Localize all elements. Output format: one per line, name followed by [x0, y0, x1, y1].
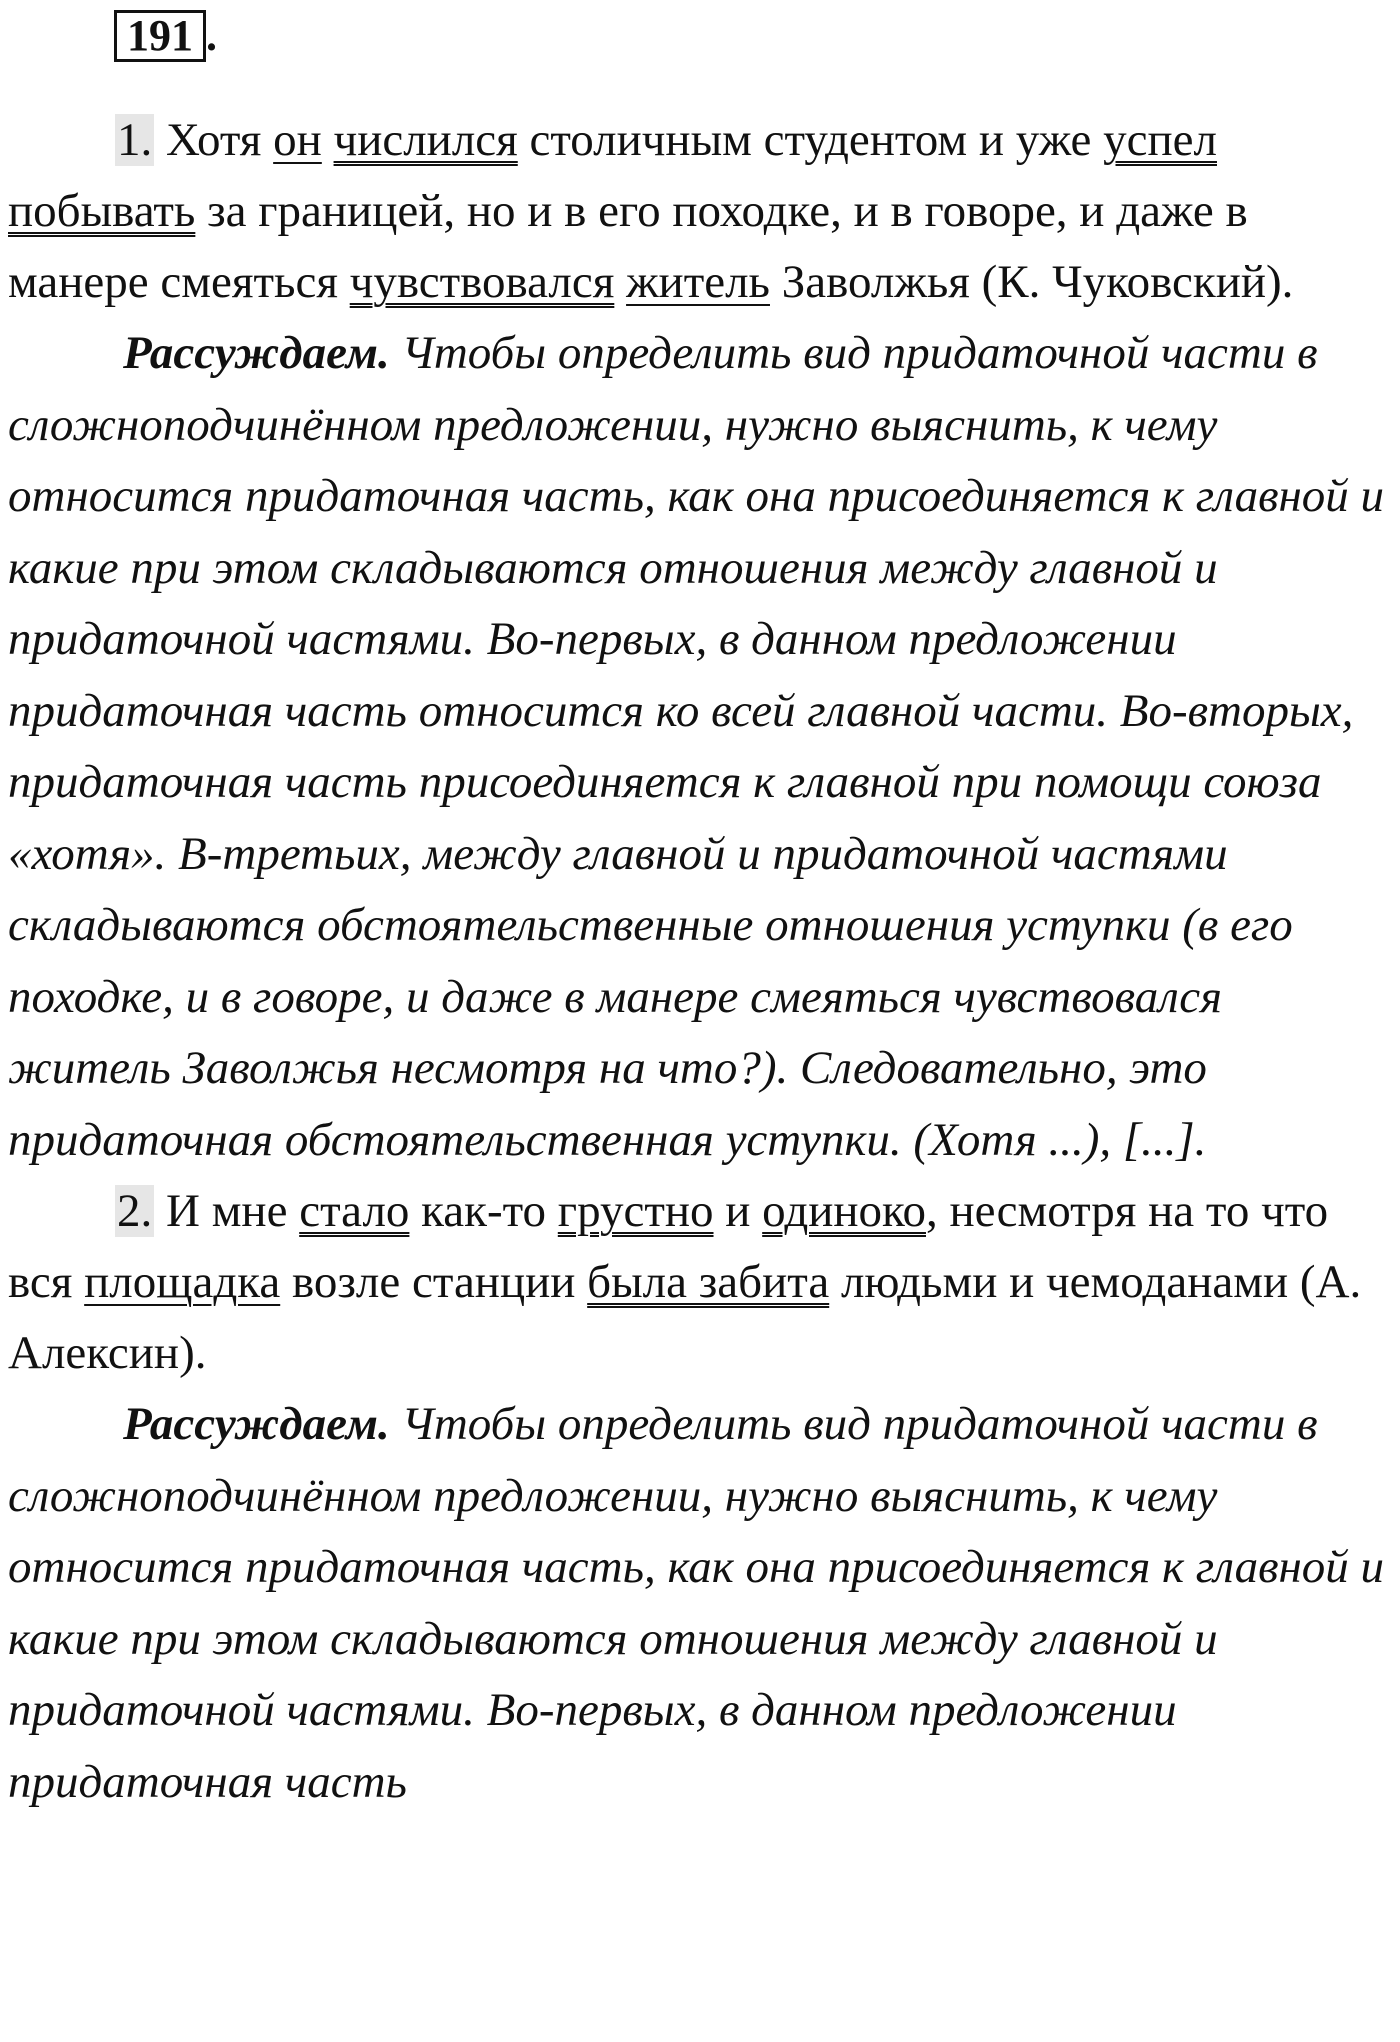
- sentence-1: 1. Хотя он числился столичным студентом и уже успел побывать за границей, но и в его походке, и в говоре, и даже в манере смеяться чувствовался житель Заволжья (К. Чуковский).: [8, 114, 1294, 308]
- subject-word: площадка: [84, 1256, 281, 1308]
- predicate-word: одиноко: [762, 1185, 926, 1237]
- predicate-word: побывать: [8, 185, 196, 237]
- predicate-word: стало: [299, 1185, 410, 1237]
- predicate-word: грустно: [557, 1185, 714, 1237]
- sentence-2: 2. И мне стало как-то грустно и одиноко, несмотря на то что вся площадка возле станции была забита людьми и чемоданами (А. Алексин).: [8, 1185, 1362, 1379]
- exercise-number-dot: .: [206, 11, 217, 60]
- reasoning-label-2: Рассуждаем.: [123, 1398, 390, 1450]
- predicate-word: чувствовался: [349, 256, 615, 308]
- reasoning-text-2: Чтобы определить вид придаточной части в сложноподчинённом предложении, нужно выяснить, к чему относится придаточная часть, как она присоединяется к главной и какие при этом складываются отношения между главной и придаточной частями. Во-первых, в данном предложении придаточная часть: [8, 1398, 1385, 1808]
- reasoning-2: [8, 1389, 1396, 1818]
- reasoning-1: [8, 318, 1396, 1176]
- predicate-word: успел: [1103, 114, 1217, 166]
- reasoning-label-1: Рассуждаем.: [123, 327, 390, 379]
- predicate-word: была забита: [587, 1256, 830, 1308]
- item-number-2: 2.: [117, 1185, 153, 1237]
- predicate-word: числился: [333, 114, 518, 166]
- subject-word: он: [273, 114, 322, 166]
- content: [8, 105, 1396, 1818]
- exercise-number-box: 191: [114, 10, 206, 62]
- subject-word: житель: [626, 256, 770, 308]
- exercise-number: [114, 10, 217, 62]
- item-number-1: 1.: [117, 114, 153, 166]
- reasoning-text-1: Чтобы определить вид придаточной части в сложноподчинённом предложении, нужно выяснить, к чему относится придаточная часть, как она присоединяется к главной и какие при этом складываются отношения между главной и придаточной частями. Во-первых, в данном предложении придаточная часть относится ко всей главной части. Во-вторых, придаточная часть присоединяется к главной при помощи союза «хотя». В-третьих, между главной и придаточной частями складываются обстоятельственные отношения уступки (в его походке, и в говоре, и даже в манере смеяться чувствовался житель Заволжья несмотря на что?). Следовательно, это придаточная обстоятельственная уступки. (Хотя ...), [...].: [8, 327, 1385, 1166]
